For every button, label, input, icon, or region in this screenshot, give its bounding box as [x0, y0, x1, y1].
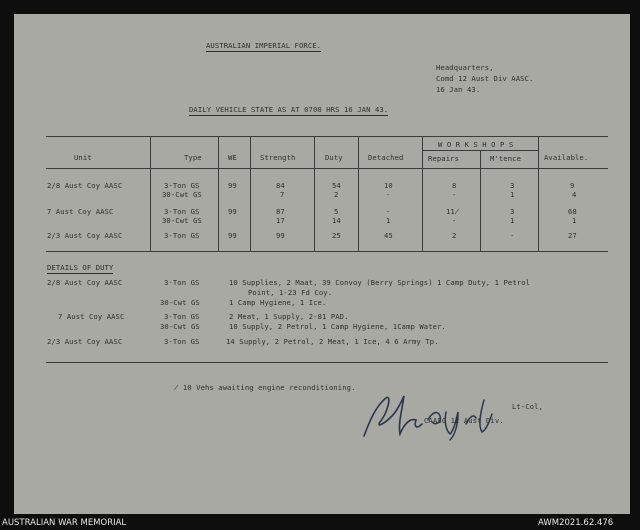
- cell-detached: -: [386, 207, 391, 216]
- duty-type: 30-Cwt GS: [160, 322, 200, 331]
- hq-line-1: Headquarters,: [436, 63, 494, 72]
- duty-type: 30-Cwt GS: [160, 298, 200, 307]
- cell-strength: 17: [276, 216, 285, 225]
- header-detached: Detached: [368, 153, 404, 162]
- hq-line-2: Comd 12 Aust Div AASC.: [436, 74, 534, 83]
- footnote: ̸ 10 Vehs awaiting engine reconditioning.: [174, 383, 356, 392]
- cell-repairs: 2: [452, 231, 457, 240]
- header-duty: Duty: [325, 153, 343, 162]
- header-strength: Strength: [260, 153, 296, 162]
- document-page: [14, 14, 630, 514]
- archive-id: AWM2021.62.476: [538, 518, 614, 528]
- details-heading: DETAILS OF DUTY: [47, 263, 114, 272]
- cell-type: 3-Ton GS: [164, 231, 200, 240]
- cell-type: 30-Cwt GS: [162, 190, 202, 199]
- cell-type: 30-Cwt GS: [162, 216, 202, 225]
- cell-available: 1: [572, 216, 577, 225]
- cell-mtce: 1: [510, 190, 515, 199]
- cell-we: 99: [228, 231, 237, 240]
- cell-type: 3-Ton GS: [164, 207, 200, 216]
- hq-line-3: 16 Jan 43.: [436, 85, 481, 94]
- header-type: Type: [184, 153, 202, 162]
- cell-detached: -: [386, 190, 391, 199]
- cell-duty: 14: [332, 216, 341, 225]
- duty-text: 2 Meat, 1 Supply, 2-81 PAD.: [229, 312, 349, 321]
- cell-repairs: -: [452, 190, 457, 199]
- duty-text: 10 Supplies, 2 Maat, 39 Convoy (Berry Springs) 1 Camp Duty, 1 Petrol: [229, 278, 531, 287]
- cell-strength: 87: [276, 207, 285, 216]
- cell-available: 68: [568, 207, 577, 216]
- duty-type: 3-Ton GS: [164, 337, 200, 346]
- cell-available: 9: [570, 181, 575, 190]
- cell-mtce: 3: [510, 181, 515, 190]
- header-repairs: Repairs: [428, 154, 459, 163]
- duty-text: 10 Supply, 2 Petrol, 1 Camp Hygiene, 1Camp Water.: [229, 322, 446, 331]
- duty-text: 1 Camp Hygiene, 1 Ice.: [229, 298, 327, 307]
- cell-repairs: 11̸: [446, 207, 460, 216]
- header-unit: Unit: [74, 153, 92, 162]
- duty-unit: 7 Aust Coy AASC: [58, 312, 125, 321]
- duty-unit: 2/8 Aust Coy AASC: [47, 278, 123, 287]
- cell-strength: 84: [276, 181, 285, 190]
- duty-type: 3-Ton GS: [164, 278, 200, 287]
- document-subtitle: DAILY VEHICLE STATE AS AT 0700 HRS 16 JAN 43.: [189, 105, 389, 114]
- cell-type: 3-Ton GS: [164, 181, 200, 190]
- signatory-rank: Lt-Col,: [512, 402, 543, 411]
- cell-available: 4: [572, 190, 577, 199]
- cell-unit: 2/3 Aust Coy AASC: [47, 231, 123, 240]
- signatory-role: CAASC 12 Aust Div.: [424, 416, 504, 425]
- cell-strength: 7: [280, 190, 285, 199]
- cell-mtce: 3: [510, 207, 515, 216]
- cell-unit: 7 Aust Coy AASC: [47, 207, 114, 216]
- cell-repairs: -: [452, 216, 457, 225]
- cell-available: 27: [568, 231, 577, 240]
- cell-duty: 5: [334, 207, 339, 216]
- cell-we: 99: [228, 207, 237, 216]
- cell-repairs: 8: [452, 181, 457, 190]
- header-available: Available.: [544, 153, 589, 162]
- duty-text: 14 Supply, 2 Petrol, 2 Meat, 1 Ice, 4 6 Army Tp.: [226, 337, 439, 346]
- document-heading: AUSTRALIAN IMPERIAL FORCE.: [206, 41, 322, 50]
- header-we: WE: [228, 153, 237, 162]
- duty-text: Point, 1-23 Fd Coy.: [248, 288, 333, 297]
- cell-detached: 10: [384, 181, 393, 190]
- duty-type: 3-Ton GS: [164, 312, 200, 321]
- divider: [46, 362, 608, 363]
- cell-detached: 45: [384, 231, 393, 240]
- header-mtce: M'tence: [490, 154, 521, 163]
- cell-unit: 2/8 Aust Coy AASC: [47, 181, 123, 190]
- duty-unit: 2/3 Aust Coy AASC: [47, 337, 123, 346]
- cell-duty: 2: [334, 190, 339, 199]
- cell-strength: 99: [276, 231, 285, 240]
- archive-credit: AUSTRALIAN WAR MEMORIAL: [2, 518, 127, 528]
- cell-duty: 25: [332, 231, 341, 240]
- header-workshops: W O R K S H O P S: [438, 140, 514, 149]
- cell-mtce: 1: [510, 216, 515, 225]
- cell-detached: 1: [386, 216, 391, 225]
- cell-we: 99: [228, 181, 237, 190]
- cell-duty: 54: [332, 181, 341, 190]
- cell-mtce: -: [510, 231, 515, 240]
